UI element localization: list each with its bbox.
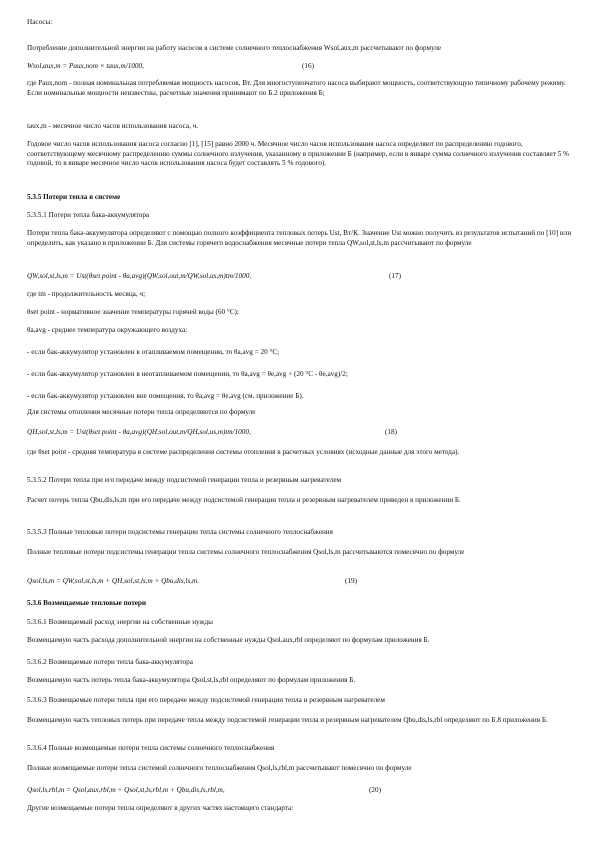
paragraph: 5.3.6.4 Полные возмещаемые потери тепла системы солнечного теплоснабжения bbox=[27, 744, 275, 752]
paragraph: Годовое число часов использования насоса согласно [1], [15] равно 2000 ч. Месячное число часов использования насоса определяют по распределению годового, соответствующему месячному распределению суммы солнечного излучения, указанному в приложении Б (например, если в январе сумма солнечного излучения составляет 5 % годовой, то в январе месячное число часов использования насоса будет составлять 5 % годового). bbox=[27, 140, 570, 168]
paragraph: где Paux,nom - полная номинальная потребляемая мощность насосов, Вт. Для многоступенчатого насоса выбирают мощность, соответствующую типичному рабочему режиму. Если номинальные мощности неизвестны, расчетные значения принимают по Б.2 приложения Б; bbox=[27, 79, 566, 97]
equation-number: (19) bbox=[345, 577, 357, 585]
paragraph: - если бак-аккумулятор установлен вне помещения, то θa,avg = θe,avg (см. приложение Б). bbox=[27, 392, 304, 400]
equation-number: (20) bbox=[369, 786, 381, 794]
paragraph: θset point - нормативное значение температуры горячей воды (60 °С); bbox=[27, 308, 239, 316]
paragraph: 5.3.5.3 Полные тепловые потери подсистемы генерации тепла системы солнечного теплоснабжения bbox=[27, 528, 333, 536]
formula-line bbox=[27, 428, 572, 438]
formula-text: QH,sol,st,ls,m = Ust(θset point - θa,avg)(QH,sol,out,m/QH,sol,us,m)tm/1000, bbox=[27, 428, 251, 436]
paragraph: Возмещаемую часть расхода дополнительной энергии на собственные нужды Qsol,aux,rbl определяют по формулам приложения Б. bbox=[27, 636, 430, 644]
equation-number: (16) bbox=[302, 62, 314, 70]
paragraph: Для системы отопления месячные потери тепла определяются по формуле bbox=[27, 408, 256, 416]
paragraph: 5.3.6.1 Возмещаемый расход энергии на собственные нужды bbox=[27, 618, 214, 626]
paragraph: - если бак-аккумулятор установлен в неотапливаемом помещении, то θa,avg = θe,avg + (20 °С - θe,avg)/2; bbox=[27, 370, 348, 378]
paragraph: Потери тепла бака-аккумулятора определяют с помощью полного коэффициента тепловых потерь Ust, Вт/К. Значение Ust можно получить из результатов испытаний по [10] или определить, как указано в приложении Б. Для системы горячего водоснабжения месячные потери тепла QW,sol,st,ls,m рассчитывают по формуле bbox=[27, 229, 572, 247]
formula-line bbox=[27, 62, 572, 72]
formula-text: QW,sol,st,ls,m = Ust(θset point - θa,avg)(QW,sol,out,m/QW,sol,us,m)tm/1000, bbox=[27, 272, 252, 280]
paragraph: Возмещаемую часть тепловых потерь при передаче тепла между подсистемой генерации тепла и резервным нагревателем Qbu,dis,ls,rbl определяют по Б.8 приложения Б. bbox=[27, 716, 548, 724]
equation-number: (17) bbox=[389, 272, 401, 280]
formula-text: Qsol,ls,m = QW,sol,st,ls,m + QH,sol,st,ls,m + Qbu,dis,ls,m. bbox=[27, 577, 200, 585]
paragraph: Другие возмещаемые потери тепла определяют в других частях настоящего стандарта: bbox=[27, 804, 294, 812]
paragraph: где θset point - средняя температура в системе распределения системы отопления в расчетных условиях (исходные данные для этого метода). bbox=[27, 448, 460, 456]
paragraph: 5.3.5.1 Потери тепла бака-аккумулятора bbox=[27, 211, 150, 219]
paragraph: - если бак-аккумулятор установлен в отапливаемом помещении, то θa,avg = 20 °С; bbox=[27, 348, 280, 356]
paragraph: где tm - продолжительность месяца, ч; bbox=[27, 290, 146, 298]
paragraph: Возмещаемую часть потерь тепла бака-аккумулятора Qsol,st,ls,rbl определяют по формулам приложения Б. bbox=[27, 676, 356, 684]
paragraph: Полные возмещаемые потери тепла системой солнечного теплоснабжения Qsol,ls,rbl,m рассчитывают помесячно по формуле bbox=[27, 764, 412, 772]
paragraph: Насосы: bbox=[27, 18, 53, 26]
paragraph: Потребление дополнительной энергии на работу насосов в системе солнечного теплоснабжения Wsol,aux,m рассчитывают по формуле bbox=[27, 44, 442, 52]
formula-line bbox=[27, 577, 572, 587]
paragraph: Полные тепловые потери подсистемы генерации тепла системы солнечного теплоснабжения Qsol,ls,m рассчитываются помесячно по формуле bbox=[27, 548, 465, 556]
paragraph: Расчет потерь тепла Qbu,dis,ls,m при его передаче между подсистемой генерации тепла и резервным нагревателем приведен в приложении Б. bbox=[27, 496, 461, 504]
paragraph: 5.3.6.2 Возмещаемые потери тепла бака-аккумулятора bbox=[27, 658, 193, 666]
equation-number: (18) bbox=[385, 428, 397, 436]
section-heading: 5.3.5 Потери тепла в системе bbox=[27, 193, 121, 201]
paragraph: 5.3.6.3 Возмещаемые потери тепла при его передаче между подсистемой генерации тепла и резервным нагревателем bbox=[27, 696, 385, 704]
section-heading: 5.3.6 Возмещаемые тепловые потери bbox=[27, 599, 147, 607]
paragraph: θa,avg - среднее температура окружающего воздуха: bbox=[27, 326, 188, 334]
paragraph: taux,m - месячное число часов использования насоса, ч. bbox=[27, 122, 199, 130]
formula-text: Qsol,ls,rbl,m = Qsol,aux,rbl,m + Qsol,st,ls,rbl,m + Qbu,dis,ls,rbl,m, bbox=[27, 786, 225, 794]
formula-line bbox=[27, 786, 572, 796]
formula-text: Wsol,aux,m = Paux,nom × taux,m/1000, bbox=[27, 62, 144, 70]
formula-line bbox=[27, 272, 572, 282]
paragraph: 5.3.5.2 Потери тепла при его передаче между подсистемой генерации тепла и резервным нагревателем bbox=[27, 476, 342, 484]
